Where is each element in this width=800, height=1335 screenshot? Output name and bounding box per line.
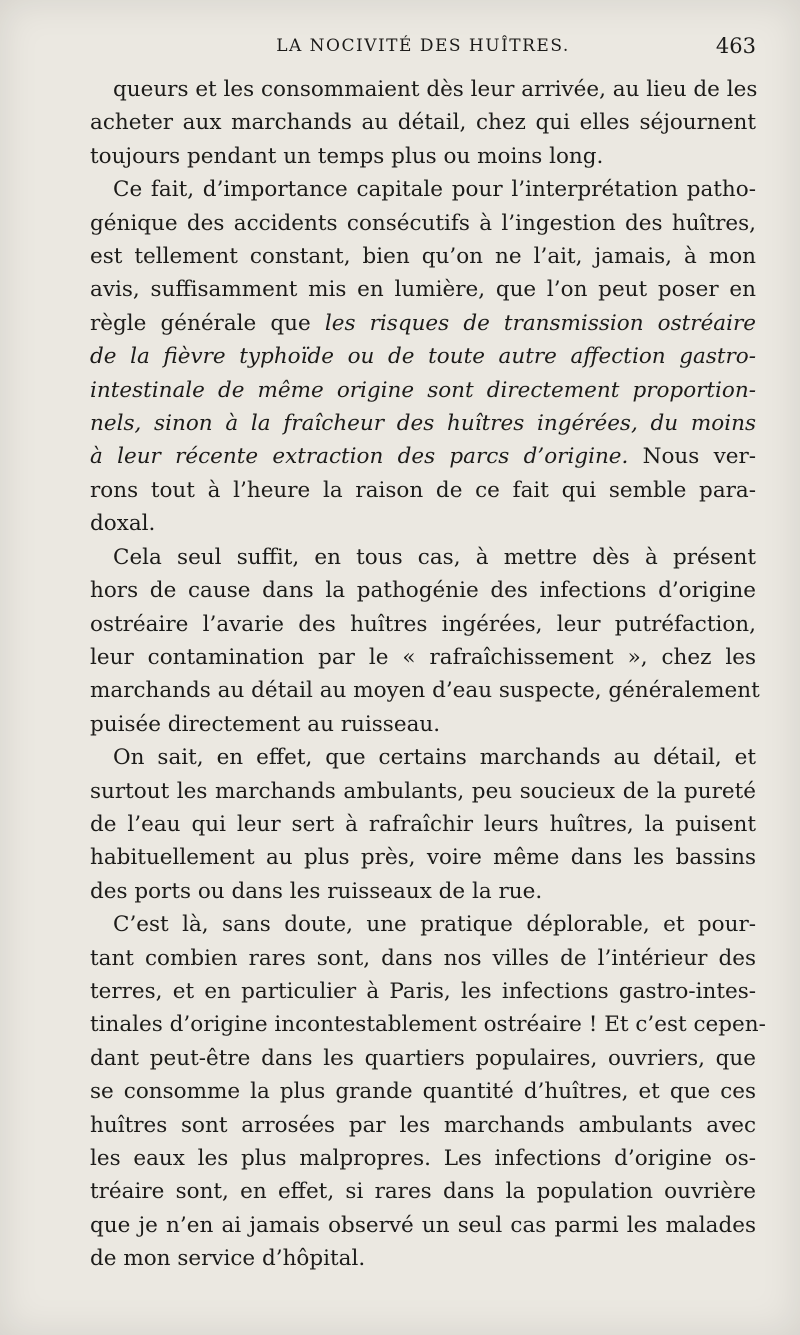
text-run: Ce fait, d’importance capitale pour l’interprétation patho-: [113, 177, 756, 203]
text-line: [90, 106, 756, 139]
text-run: est tellement constant, bien qu’on ne l’ait, jamais, à mon: [90, 244, 756, 270]
text-run: toujours pendant un temps plus ou moins long.: [90, 143, 604, 169]
text-run: acheter aux marchands au détail, chez qui elles séjournent: [90, 110, 756, 136]
paragraph: [90, 73, 756, 173]
text-run: dant peut-être dans les quartiers populaires, ouvriers, que: [90, 1045, 756, 1071]
paragraph: [90, 741, 756, 908]
paragraph: [90, 541, 760, 741]
body-text: [90, 73, 766, 1276]
text-run: tréaire sont, en effet, si rares dans la population ouvrière: [90, 1179, 756, 1205]
text-run: C’est là, sans doute, une pratique déplorable, et pour-: [113, 912, 756, 938]
text-line: [90, 674, 760, 707]
text-line: [90, 908, 756, 941]
text-line: [90, 1109, 756, 1142]
text-run: se consomme la plus grande quantité d’huîtres, et que ces: [90, 1079, 756, 1105]
page-header: [90, 32, 756, 62]
text-line: [90, 1242, 756, 1275]
text-line: [90, 340, 756, 373]
text-run: règle générale que: [90, 310, 325, 336]
text-line: [90, 808, 756, 841]
text-run: ostréaire l’avarie des huîtres ingérées, leur putréfaction,: [90, 611, 756, 637]
text-run: queurs et les consommaient dès leur arrivée, au lieu de les: [113, 77, 758, 102]
text-line: [90, 474, 756, 507]
text-line: [90, 207, 756, 240]
text-line: [90, 741, 756, 774]
italic-text: intestinale de même origine sont directement proportion-: [90, 377, 756, 403]
text-line: [90, 1042, 756, 1075]
text-run: marchands au détail au moyen d’eau suspecte, généralement: [90, 678, 760, 704]
paragraph: [90, 908, 766, 1275]
text-run: que je n’en ai jamais observé un seul cas parmi les malades: [90, 1212, 756, 1238]
text-run: des ports ou dans les ruisseaux de la rue.: [90, 878, 543, 904]
text-run: de mon service d’hôpital.: [90, 1246, 366, 1272]
text-line: [90, 73, 756, 106]
text-line: [90, 273, 756, 306]
text-run: tinales d’origine incontestablement ostréaire ! Et c’est cepen-: [90, 1012, 766, 1038]
text-run: On sait, en effet, que certains marchands au détail, et: [113, 745, 756, 771]
text-line: [90, 374, 756, 407]
text-run: surtout les marchands ambulants, peu soucieux de la pureté: [90, 778, 756, 804]
text-line: [90, 574, 756, 607]
text-run: Cela seul suffit, en tous cas, à mettre dès à présent: [113, 544, 756, 570]
text-line: [90, 708, 756, 741]
text-run: avis, suffisamment mis en lumière, que l’on peut poser en: [90, 277, 756, 303]
text-line: [90, 173, 756, 206]
text-run: habituellement au plus près, voire même dans les bassins: [90, 845, 756, 871]
text-run: huîtres sont arrosées par les marchands ambulants avec: [90, 1112, 756, 1138]
text-line: [90, 240, 756, 273]
text-line: [90, 140, 756, 173]
text-run: hors de cause dans la pathogénie des infections d’origine: [90, 578, 756, 604]
text-run: Nous ver-: [628, 444, 756, 470]
text-line: [90, 1075, 756, 1108]
text-line: [90, 541, 756, 574]
text-run: puisée directement au ruisseau.: [90, 711, 441, 737]
text-line: [90, 440, 756, 473]
text-run: doxal.: [90, 511, 156, 537]
text-line: [90, 841, 756, 874]
text-line: [90, 608, 756, 641]
text-line: [90, 307, 756, 340]
text-line: [90, 775, 756, 808]
text-run: terres, et en particulier à Paris, les infections gastro-intes-: [90, 978, 756, 1004]
text-line: [90, 875, 756, 908]
text-line: [90, 507, 756, 540]
text-line: [90, 1142, 756, 1175]
italic-text: de la fièvre typhoïde ou de toute autre affection gastro-: [90, 344, 756, 370]
italic-text: à leur récente extraction des parcs d’origine.: [90, 444, 629, 470]
italic-text: nels, sinon à la fraîcheur des huîtres ingérées, du moins: [90, 411, 756, 437]
text-line: [90, 1175, 756, 1208]
italic-text: les risques de transmission ostréaire: [324, 310, 756, 336]
text-run: les eaux les plus malpropres. Les infections d’origine os-: [90, 1146, 756, 1171]
text-line: [90, 1008, 766, 1041]
text-run: rons tout à l’heure la raison de ce fait qui semble para-: [90, 477, 756, 503]
text-line: [90, 407, 756, 440]
text-line: [90, 1209, 756, 1242]
text-line: [90, 942, 756, 975]
running-title: LA NOCIVITÉ DES HUÎTRES.: [276, 36, 570, 56]
text-line: [90, 975, 756, 1008]
text-run: tant combien rares sont, dans nos villes de l’intérieur des: [90, 945, 756, 971]
text-run: leur contamination par le « rafraîchissement », chez les: [90, 644, 756, 670]
text-run: génique des accidents consécutifs à l’ingestion des huîtres,: [90, 210, 756, 236]
page-number: 463: [715, 34, 756, 58]
text-line: [90, 641, 756, 674]
text-run: de l’eau qui leur sert à rafraîchir leurs huîtres, la puisent: [90, 811, 756, 837]
paragraph: [90, 173, 756, 540]
